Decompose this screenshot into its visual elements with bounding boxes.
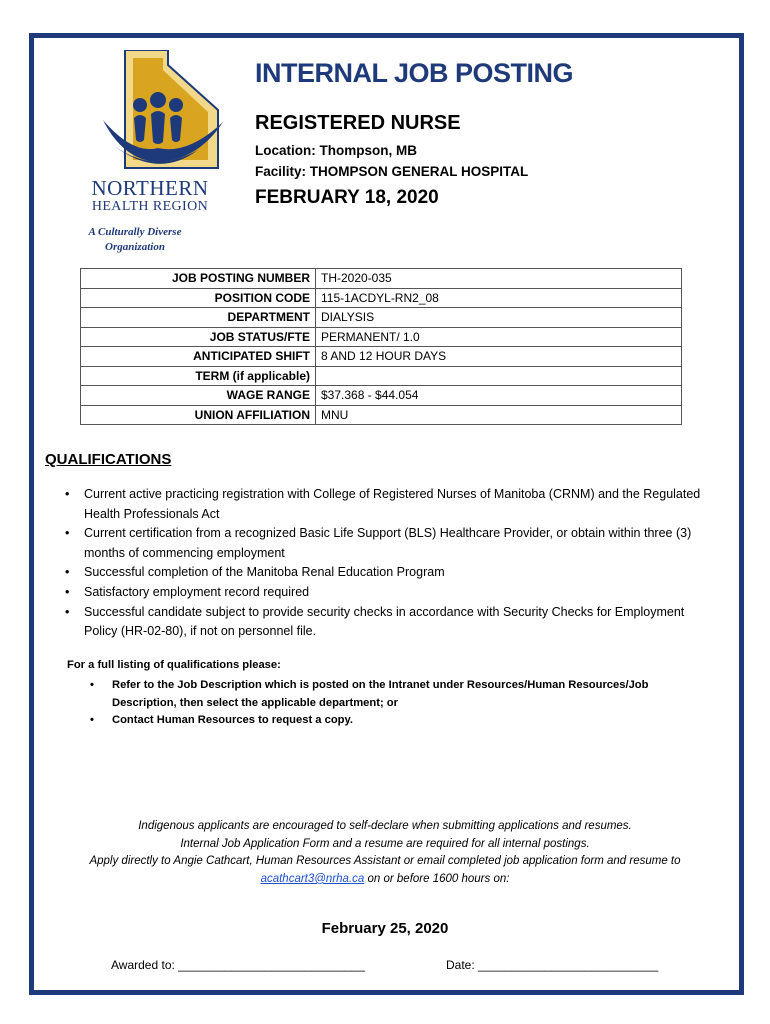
row-value: [316, 366, 682, 386]
list-item: • Successful completion of the Manitoba Renal Education Program: [62, 563, 712, 583]
row-value: PERMANENT/ 1.0: [316, 327, 682, 347]
list-item: • Successful candidate subject to provide security checks in accordance with Security Checks for Employment Policy (HR-02-80), if not on personnel file.: [62, 603, 712, 642]
table-row: [81, 308, 682, 328]
application-instructions: [40, 818, 730, 888]
table-row: [81, 288, 682, 308]
posting-details-table: [80, 268, 682, 425]
posting-date: FEBRUARY 18, 2020: [255, 187, 439, 208]
logo-line-1: NORTHERN: [91, 176, 209, 200]
apply-instructions: Apply directly to Angie Cathcart, Human Resources Assistant or email completed job application form and resume to: [89, 855, 681, 868]
logo-line-2: HEALTH REGION: [91, 199, 209, 214]
row-value: 8 AND 12 HOUR DAYS: [316, 347, 682, 367]
list-item: • Satisfactory employment record required: [62, 583, 712, 603]
logo-tagline-1: A Culturally Diverse: [88, 226, 182, 238]
list-item: • Current certification from a recognized Basic Life Support (BLS) Healthcare Provider, or obtain within three (3) months of commencing employment: [62, 524, 712, 563]
row-label: WAGE RANGE: [81, 386, 316, 406]
email-line: [40, 871, 730, 889]
qualifications-heading: QUALIFICATIONS: [45, 451, 172, 468]
form-requirement-note: Internal Job Application Form and a resume are required for all internal postings.: [180, 837, 590, 850]
row-value: 115-1ACDYL-RN2_08: [316, 288, 682, 308]
indigenous-note: Indigenous applicants are encouraged to self-declare when submitting applications and resumes.: [138, 820, 632, 832]
table-row: [81, 269, 682, 289]
date-field: Date: ___________________________: [446, 958, 659, 972]
logo-wordmark: [75, 177, 225, 215]
row-value: DIALYSIS: [316, 308, 682, 328]
row-label: UNION AFFILIATION: [81, 405, 316, 425]
row-label: POSITION CODE: [81, 288, 316, 308]
closing-date: February 25, 2020: [321, 920, 449, 937]
row-value: TH-2020-035: [316, 269, 682, 289]
row-label: TERM (if applicable): [81, 366, 316, 386]
facility-text: Facility: THOMPSON GENERAL HOSPITAL: [255, 164, 529, 179]
deadline-text: on or before 1600 hours on:: [364, 872, 510, 885]
email-link[interactable]: acathcart3@nrha.ca: [260, 872, 365, 885]
row-label: JOB POSTING NUMBER: [81, 269, 316, 289]
list-item: • Refer to the Job Description which is posted on the Intranet under Resources/Human Resources/Job Description, then select the applicable department; or: [87, 677, 707, 712]
logo-tagline-2: Organization: [105, 241, 165, 253]
row-value: $37.368 - $44.054: [316, 386, 682, 406]
position-title: REGISTERED NURSE: [255, 112, 461, 134]
table-row: [81, 327, 682, 347]
posting-title: INTERNAL JOB POSTING: [255, 58, 574, 88]
table-row: [81, 405, 682, 425]
row-value: MNU: [316, 405, 682, 425]
table-row: [81, 366, 682, 386]
full-listing-list: [87, 677, 707, 730]
awarded-to-field: Awarded to: ____________________________: [111, 958, 366, 972]
row-label: DEPARTMENT: [81, 308, 316, 328]
table-row: [81, 347, 682, 367]
location-text: Location: Thompson, MB: [255, 143, 417, 158]
row-label: JOB STATUS/FTE: [81, 327, 316, 347]
list-item: • Contact Human Resources to request a copy.: [87, 712, 707, 730]
table-row: [81, 386, 682, 406]
logo-tagline: [60, 225, 210, 255]
row-label: ANTICIPATED SHIFT: [81, 347, 316, 367]
full-listing-intro: For a full listing of qualifications please:: [67, 659, 281, 671]
list-item: • Current active practicing registration with College of Registered Nurses of Manitoba (CRNM) and the Regulated Health Professionals Act: [62, 485, 712, 524]
qualifications-list: [62, 485, 712, 642]
